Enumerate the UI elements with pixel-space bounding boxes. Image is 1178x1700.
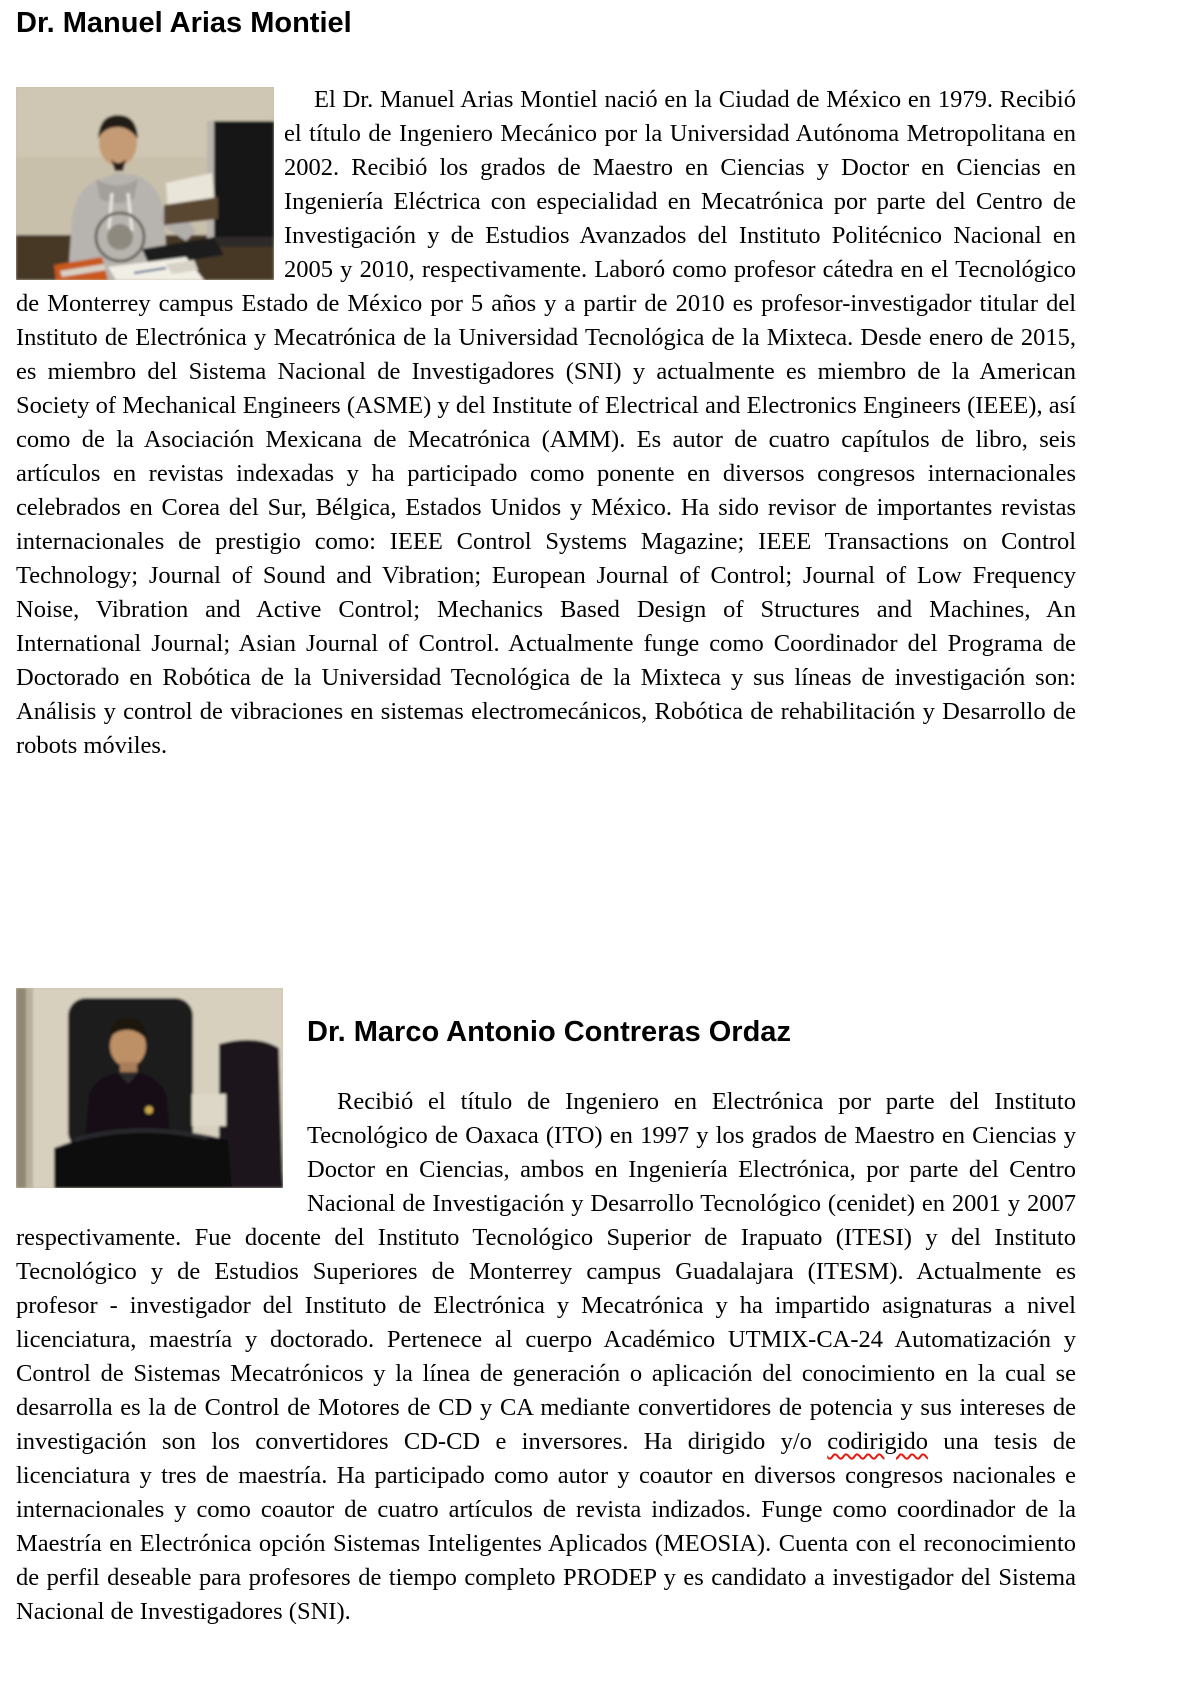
heading-marco-antonio-contreras-ordaz: Dr. Marco Antonio Contreras Ordaz	[307, 1016, 791, 1048]
misspelled-word-codirigido: codirigido	[827, 1428, 928, 1455]
bio-section-marco-antonio-contreras-ordaz	[16, 985, 1076, 1629]
photo-marco-antonio-contreras-ordaz-illustration	[16, 988, 283, 1188]
bio-section-manuel-arias-montiel	[16, 6, 1076, 763]
photo-manuel-arias-montiel-illustration	[16, 87, 274, 280]
photo-manuel-arias-montiel	[16, 87, 274, 280]
heading-manuel-arias-montiel: Dr. Manuel Arias Montiel	[16, 7, 352, 39]
photo-marco-antonio-contreras-ordaz	[16, 988, 283, 1188]
bio-2-text-before: Recibió el título de Ingeniero en Electrónica por parte del Instituto Tecnológico de Oaxaca (ITO) en 1997 y los grados de Maestro en Ciencias y Doctor en Ciencias, ambos en Ingeniería Electrónica, por parte del Centro Nacional de Investigación y Desarrollo Tecnológico (cenidet) en 2001 y 2007 respectivamente. Fue docente del Instituto Tecnológico Superior de Irapuato (ITESI) y del Instituto Tecnológico y de Estudios Superiores de Monterrey campus Guadalajara (ITESM). Actualmente es profesor - investigador del Instituto de Electrónica y Mecatrónica y ha impartido asignaturas a nivel licenciatura, maestría y doctorado. Pertenece al cuerpo Académico UTMIX-CA-24 Automatización y Control de Sistemas Mecatrónicos y la línea de generación o aplicación del conocimiento en la cual se desarrolla es la de Control de Motores de CD y CA mediante convertidores de potencia y sus intereses de investigación son los convertidores CD-CD e inversores. Ha dirigido y/o	[16, 1088, 1076, 1455]
bio-2-text-after: una tesis de licenciatura y tres de maestría. Ha participado como autor y coautor en diversos congresos nacionales e internacionales y como coautor de cuatro artículos de revista indizados. Funge como coordinador de la Maestría en Electrónica opción Sistemas Inteligentes Aplicados (MEOSIA). Cuenta con el reconocimiento de perfil deseable para profesores de tiempo completo PRODEP y es candidato a investigador del Sistema Nacional de Investigadores (SNI).	[16, 1428, 1076, 1625]
bio-1-text: El Dr. Manuel Arias Montiel nació en la Ciudad de México en 1979. Recibió el título de Ingeniero Mecánico por la Universidad Autónoma Metropolitana en 2002. Recibió los grados de Maestro en Ciencias y Doctor en Ciencias en Ingeniería Eléctrica con especialidad en Mecatrónica por parte del Centro de Investigación y de Estudios Avanzados del Instituto Politécnico Nacional en 2005 y 2010, respectivamente. Laboró como profesor cátedra en el Tecnológico de Monterrey campus Estado de México por 5 años y a partir de 2010 es profesor-investigador titular del Instituto de Electrónica y Mecatrónica de la Universidad Tecnológica de la Mixteca. Desde enero de 2015, es miembro del Sistema Nacional de Investigadores (SNI) y actualmente es miembro de la American Society of Mechanical Engineers (ASME) y del Institute of Electrical and Electronics Engineers (IEEE), así como de la Asociación Mexicana de Mecatrónica (AMM). Es autor de cuatro capítulos de libro, seis artículos en revistas indexadas y ha participado como ponente en diversos congresos internacionales celebrados en Corea del Sur, Bélgica, Estados Unidos y México. Ha sido revisor de importantes revistas internacionales de prestigio como: IEEE Control Systems Magazine; IEEE Transactions on Control Technology; Journal of Sound and Vibration; European Journal of Control; Journal of Low Frequency Noise, Vibration and Active Control; Mechanics Based Design of Structures and Machines, An International Journal; Asian Journal of Control. Actualmente funge como Coordinador del Programa de Doctorado en Robótica de la Universidad Tecnológica de la Mixteca y sus líneas de investigación son: Análisis y control de vibraciones en sistemas electromecánicos, Robótica de rehabilitación y Desarrollo de robots móviles.	[16, 86, 1076, 759]
bio-block-1	[16, 83, 1076, 763]
